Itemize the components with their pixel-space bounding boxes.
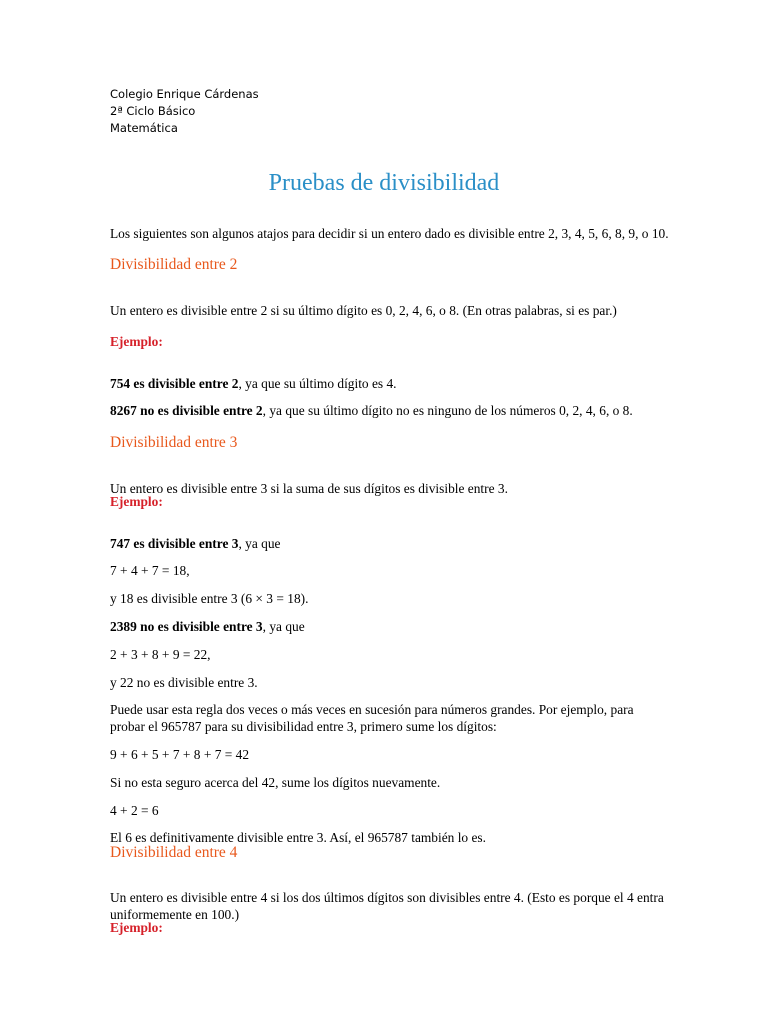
example-3-b	[110, 618, 670, 635]
page-title: Pruebas de divisibilidad	[268, 170, 500, 196]
example-3-b-bold: 2389 no es divisible entre 3	[110, 619, 263, 635]
example-2-b-rest: , ya que su último dígito no es ninguno de los números 0, 2, 4, 6, o 8.	[262, 403, 633, 419]
example-3-a-conclusion: y 18 es divisible entre 3 (6 × 3 = 18).	[110, 591, 309, 607]
example-2-b-bold: 8267 no es divisible entre 2	[110, 403, 263, 419]
school-name: Colegio Enrique Cárdenas	[110, 87, 259, 101]
tip-sum-2: 4 + 2 = 6	[110, 803, 159, 819]
document-header	[110, 86, 259, 137]
example-label-2: Ejemplo:	[110, 334, 163, 349]
rule-4: Un entero es divisible entre 4 si los dos últimos dígitos son divisibles entre 4. (Esto es porque el 4 entra uniformemente en 100.)	[110, 890, 664, 923]
section-heading-3: Divisibilidad entre 3	[110, 434, 238, 451]
example-3-a-bold: 747 es divisible entre 3	[110, 536, 239, 552]
tip-conclusion: El 6 es definitivamente divisible entre 3. Así, el 965787 también lo es.	[110, 830, 486, 846]
example-2-a	[110, 375, 670, 392]
example-2-a-rest: , ya que su último dígito es 4.	[238, 376, 397, 392]
section-heading-2: Divisibilidad entre 2	[110, 256, 238, 273]
example-3-a-sum: 7 + 4 + 7 = 18,	[110, 563, 190, 579]
example-3-a-rest: , ya que	[238, 536, 281, 552]
subject-name: Matemática	[110, 121, 178, 135]
example-label-4: Ejemplo:	[110, 920, 163, 935]
section-heading-4: Divisibilidad entre 4	[110, 844, 238, 861]
tip-paragraph: Puede usar esta regla dos veces o más veces en sucesión para números grandes. Por ejemplo, para probar el 965787 para su divisibilidad entre 3, primero sume los dígitos:	[110, 702, 634, 735]
example-2-b	[110, 402, 670, 419]
example-3-a	[110, 535, 670, 552]
example-3-b-sum: 2 + 3 + 8 + 9 = 22,	[110, 647, 211, 663]
tip-sum: 9 + 6 + 5 + 7 + 8 + 7 = 42	[110, 747, 250, 763]
tip-unsure: Si no esta seguro acerca del 42, sume los dígitos nuevamente.	[110, 775, 441, 791]
example-3-b-conclusion: y 22 no es divisible entre 3.	[110, 675, 258, 691]
intro-paragraph: Los siguientes son algunos atajos para decidir si un entero dado es divisible entre 2, 3, 4, 5, 6, 8, 9, o 10.	[110, 226, 669, 242]
example-label-3: Ejemplo:	[110, 494, 163, 509]
rule-3: Un entero es divisible entre 3 si la suma de sus dígitos es divisible entre 3.	[110, 481, 508, 497]
rule-2: Un entero es divisible entre 2 si su último dígito es 0, 2, 4, 6, o 8. (En otras palabras, si es par.)	[110, 303, 617, 319]
example-3-b-rest: , ya que	[262, 619, 305, 635]
example-2-a-bold: 754 es divisible entre 2	[110, 376, 239, 392]
school-cycle: 2ª Ciclo Básico	[110, 104, 196, 118]
